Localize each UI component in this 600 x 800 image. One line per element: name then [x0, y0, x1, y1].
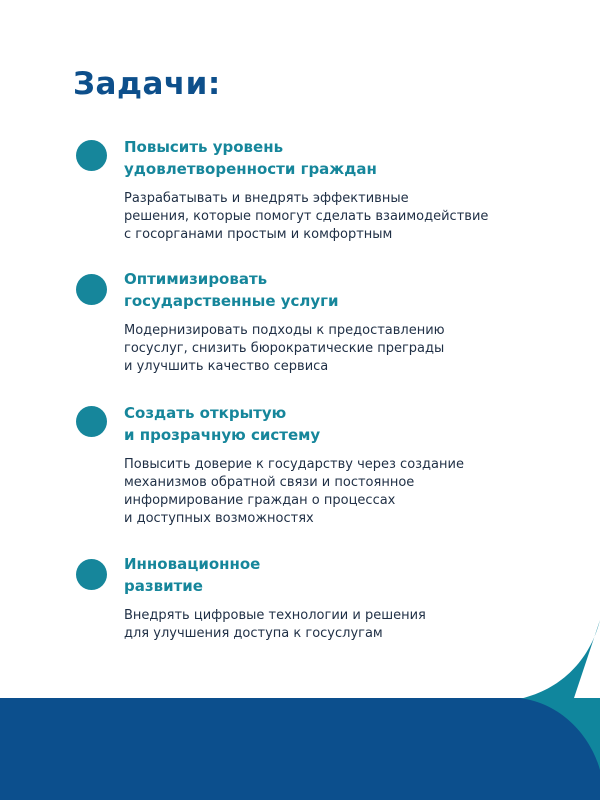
task-description: Модернизировать подходы к предоставлению госуслуг, снизить бюрократические преграды и улучшить качество сервиса [124, 323, 445, 374]
circle-bullet-icon [76, 406, 107, 437]
task-title: Оптимизировать государственные услуги [124, 270, 339, 310]
task-title: Создать открытую и прозрачную систему [124, 404, 321, 444]
footer-teal-corner [520, 698, 600, 770]
circle-bullet-icon [76, 140, 107, 171]
task-text [124, 553, 524, 643]
task-title: Повысить уровень удовлетворенности граждан [124, 138, 377, 178]
task-description: Повысить доверие к государству через создание механизмов обратной связи и постоянное информирование граждан о процессах и доступных возможностях [124, 457, 464, 526]
task-description: Разрабатывать и внедрять эффективные решения, которые помогут сделать взаимодействие с госорганами простым и комфортным [124, 191, 489, 242]
circle-bullet-icon [76, 559, 107, 590]
task-title: Инновационное развитие [124, 555, 261, 595]
task-text [124, 402, 524, 528]
page-title: Задачи: [73, 66, 221, 102]
circle-bullet-icon [76, 274, 107, 305]
task-text [124, 136, 524, 244]
task-description: Внедрять цифровые технологии и решения для улучшения доступа к госуслугам [124, 608, 426, 641]
footer-blue-band [0, 698, 600, 800]
task-text [124, 268, 524, 376]
